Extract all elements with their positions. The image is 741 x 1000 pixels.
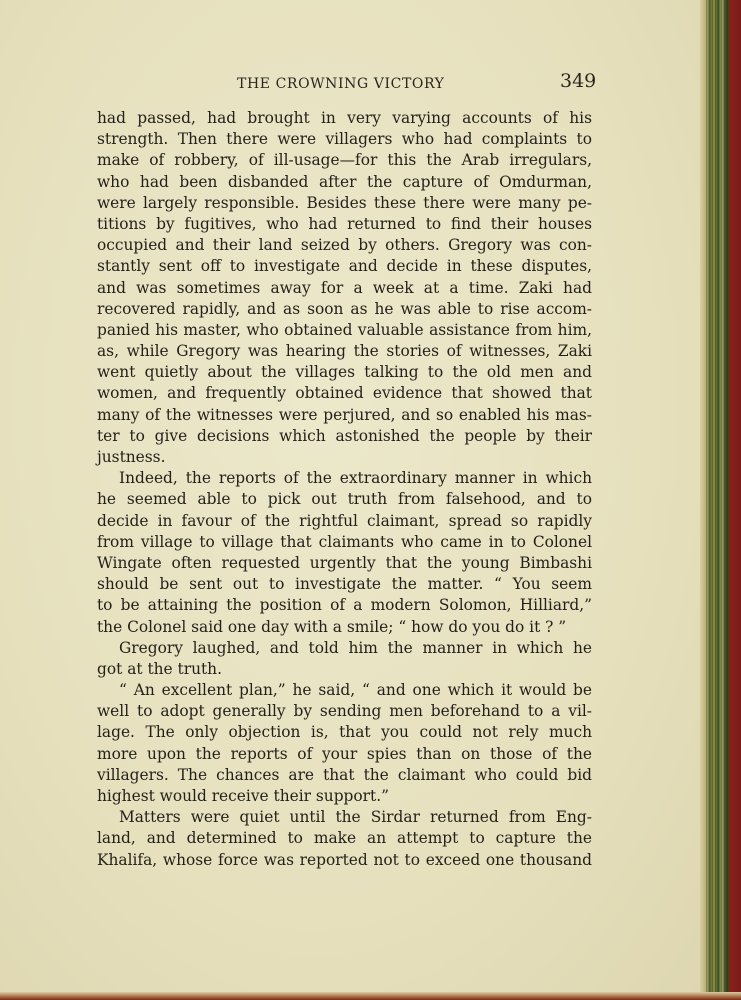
- text-line: “ An excellent plan,” he said, “ and one which it would be: [119, 681, 592, 700]
- text-line: panied his master, who obtained valuable assistance from him,: [97, 320, 592, 339]
- running-head: THE CROWNING VICTORY: [237, 76, 445, 92]
- text-line: had passed, had brought in very varying accounts of his: [97, 109, 592, 127]
- text-line: women, and frequently obtained evidence that showed that: [97, 384, 592, 403]
- text-line: he seemed able to pick out truth from falsehood, and to: [97, 490, 592, 509]
- text-line: Khalifa, whose force was reported not to exceed one thousand: [97, 850, 592, 869]
- text-line: villagers. The chances are that the claimant who could bid: [97, 765, 592, 784]
- text-line: many of the witnesses were perjured, and so enabled his mas-: [97, 405, 592, 424]
- text-line: recovered rapidly, and as soon as he was able to rise accom-: [97, 299, 592, 318]
- text-line: as, while Gregory was hearing the stories of witnesses, Zaki: [97, 342, 592, 361]
- text-line: went quietly about the villages talking to the old men and: [97, 363, 592, 382]
- book-bottom-edge: [0, 992, 741, 1000]
- text-line: got at the truth.: [97, 659, 222, 678]
- text-line: should be sent out to investigate the matter. “ You seem: [97, 575, 592, 594]
- text-line: strength. Then there were villagers who had complaints to: [97, 130, 592, 149]
- text-line: decide in favour of the rightful claimant, spread so rapidly: [97, 511, 592, 530]
- page-number: 349: [560, 70, 597, 92]
- text-line: lage. The only objection is, that you could not rely much: [97, 723, 592, 742]
- text-line: Matters were quiet until the Sirdar returned from Eng-: [119, 808, 592, 827]
- text-line: and was sometimes away for a week at a time. Zaki had: [97, 278, 592, 297]
- text-line: to be attaining the position of a modern Solomon, Hilliard,”: [97, 596, 592, 615]
- text-line: justness.: [97, 448, 166, 466]
- text-line: the Colonel said one day with a smile; “ how do you do it ? ”: [97, 617, 567, 636]
- text-line: more upon the reports of your spies than on those of the: [97, 744, 592, 763]
- text-line: from village to village that claimants who came in to Colonel: [97, 532, 592, 551]
- text-line: land, and determined to make an attempt to capture the: [97, 829, 592, 848]
- text-line: make of robbery, of ill-usage—for this the Arab irregulars,: [97, 151, 592, 170]
- text-line: well to adopt generally by sending men beforehand to a vil-: [97, 702, 592, 721]
- text-line: titions by fugitives, who had returned to find their houses: [97, 214, 592, 233]
- text-line: occupied and their land seized by others. Gregory was con-: [97, 236, 592, 255]
- page-edges: [706, 0, 730, 1000]
- text-line: Indeed, the reports of the extraordinary manner in which: [119, 469, 592, 488]
- text-line: ter to give decisions which astonished the people by their: [97, 426, 592, 445]
- text-line: Wingate often requested urgently that the young Bimbashi: [97, 553, 592, 572]
- text-line: highest would receive their support.”: [97, 787, 389, 805]
- text-line: stantly sent off to investigate and decide in these disputes,: [97, 257, 592, 276]
- text-line: Gregory laughed, and told him the manner in which he: [119, 638, 592, 657]
- text-line: were largely responsible. Besides these there were many pe-: [97, 193, 592, 212]
- text-line: who had been disbanded after the capture of Omdurman,: [97, 172, 592, 191]
- body-text: [97, 108, 592, 871]
